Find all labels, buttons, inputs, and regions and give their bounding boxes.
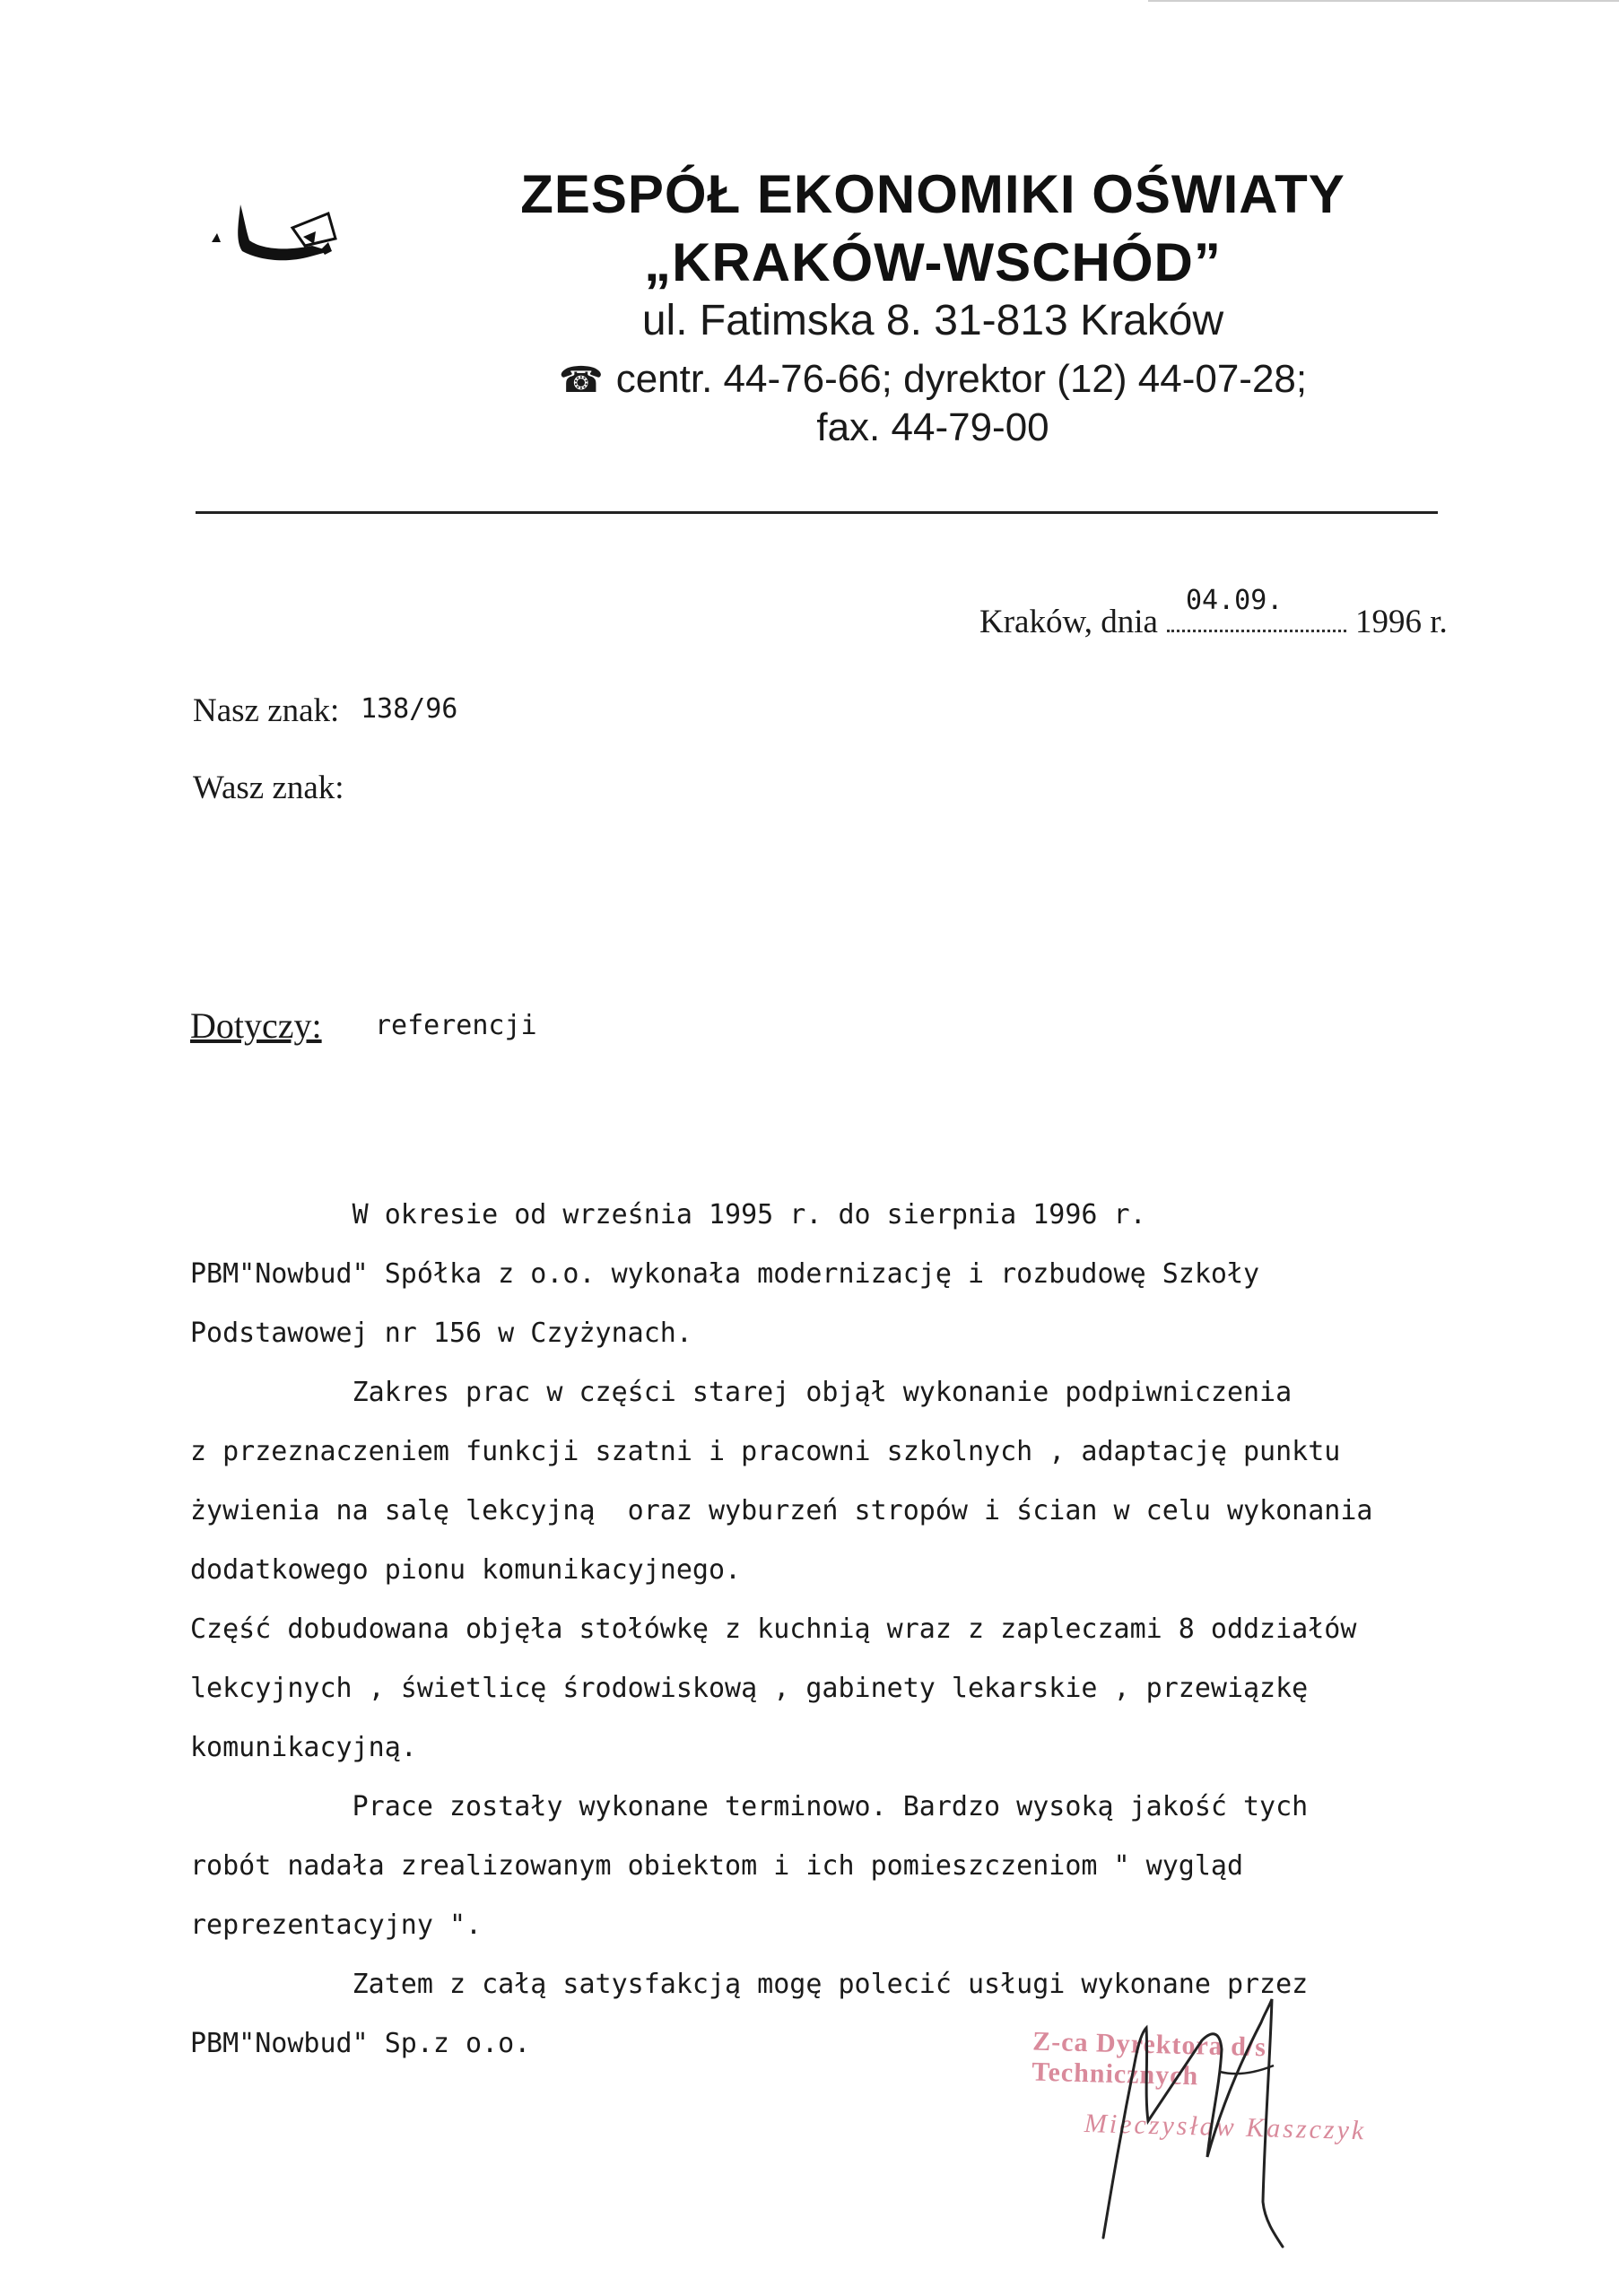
date-dotted-field	[1167, 604, 1346, 632]
body-line: Zakres prac w części starej objął wykonanie podpiwniczenia	[190, 1377, 1293, 1408]
body-line: W okresie od września 1995 r. do sierpnia 1996 r.	[190, 1199, 1146, 1231]
organization-address: ul. Fatimska 8. 31-813 Kraków	[641, 297, 1224, 344]
organization-subtitle: „KRAKÓW-WSCHÓD”	[644, 232, 1222, 292]
phones-text: centr. 44-76-66; dyrektor (12) 44-07-28;	[615, 357, 1308, 401]
body-line: PBM"Nowbud" Spółka z o.o. wykonała modernizację i rozbudowę Szkoły	[190, 1258, 1260, 1290]
header-divider	[196, 511, 1438, 514]
subject-label: Dotyczy:	[190, 1005, 322, 1046]
subject-value: referencji	[375, 1010, 537, 1041]
body-line: żywienia na salę lekcyjną oraz wyburzeń stropów i ścian w celu wykonania	[190, 1495, 1373, 1526]
organization-fax: fax. 44-79-00	[816, 405, 1049, 449]
body-line: robót nadała zrealizowanym obiektom i ich pomieszczeniom " wygląd	[190, 1850, 1243, 1882]
stamp-title: Z-ca Dyrektora d/s Technicznych	[1031, 2026, 1267, 2092]
body-line: Zatem z całą satysfakcją mogę polecić usługi wykonane przez	[190, 1969, 1309, 2000]
our-reference-label: Nasz znak:	[193, 692, 340, 729]
body-line: Część dobudowana objęła stołówkę z kuchnią wraz z zapleczami 8 oddziałów	[190, 1613, 1357, 1645]
body-line: dodatkowego pionu komunikacyjnego.	[190, 1554, 742, 1586]
date-year: 1996 r.	[1354, 604, 1448, 640]
body-line: Prace zostały wykonane terminowo. Bardzo wysoką jakość tych	[190, 1791, 1309, 1822]
letter-body	[190, 1186, 1491, 2074]
body-line: lekcyjnych , świetlicę środowiskową , gabinety lekarskie , przewiązkę	[190, 1673, 1309, 1704]
organization-phones	[484, 357, 1381, 402]
organization-name: ZESPÓŁ EKONOMIKI OŚWIATY	[520, 164, 1345, 224]
your-reference-label: Wasz znak:	[193, 770, 344, 806]
handwritten-signature	[1085, 1987, 1408, 2256]
date-prefix: Kraków, dnia	[979, 604, 1158, 640]
body-line: PBM"Nowbud" Sp.z o.o.	[190, 2028, 531, 2059]
body-line: reprezentacyjny ".	[190, 1909, 483, 1941]
date-line	[979, 603, 1448, 641]
scan-edge-line	[1148, 0, 1619, 2]
body-line: z przeznaczeniem funkcji szatni i pracowni szkolnych , adaptację punktu	[190, 1436, 1341, 1467]
stamp-name: Mieczysław Kaszczyk	[1084, 2109, 1367, 2146]
body-line: komunikacyjną.	[190, 1732, 417, 1763]
our-reference-value: 138/96	[361, 693, 458, 725]
telephone-icon: ☎	[558, 361, 604, 400]
school-emblem-icon	[205, 187, 348, 285]
date-value: 04.09.	[1186, 585, 1284, 616]
body-line: Podstawowej nr 156 w Czyżynach.	[190, 1318, 692, 1349]
